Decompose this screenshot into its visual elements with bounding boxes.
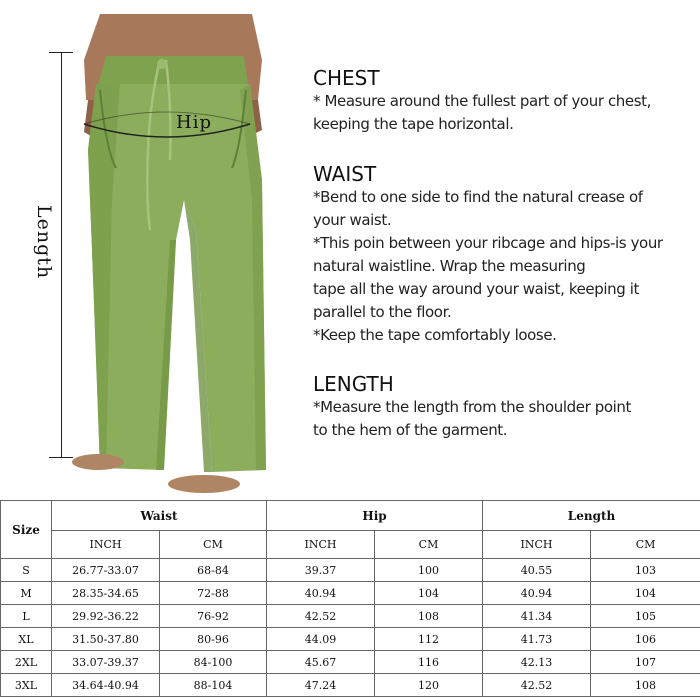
table-cell: 107 (591, 651, 700, 674)
waist-line: parallel to the floor. (313, 303, 452, 321)
table-cell: 108 (591, 674, 700, 697)
table-cell: 42.52 (483, 674, 591, 697)
table-cell: 100 (375, 559, 483, 582)
size-cell: XL (1, 628, 52, 651)
size-cell: S (1, 559, 52, 582)
table-row (1, 651, 700, 674)
waist-line: natural waistline. Wrap the measuring (313, 257, 586, 275)
table-cell: 39.37 (267, 559, 375, 582)
table-cell: 31.50-37.80 (52, 628, 160, 651)
table-cell: 42.13 (483, 651, 591, 674)
table-cell: 116 (375, 651, 483, 674)
hip-group-header: Hip (267, 501, 483, 531)
table-cell: 40.94 (267, 582, 375, 605)
table-cell: 72-88 (160, 582, 267, 605)
table-cell: 34.64-40.94 (52, 674, 160, 697)
hip-label: Hip (176, 112, 212, 133)
length-measure-line (61, 52, 62, 458)
table-cell: 29.92-36.22 (52, 605, 160, 628)
table-cell: 103 (591, 559, 700, 582)
length-section (313, 372, 631, 442)
table-cell: 41.73 (483, 628, 591, 651)
table-cell: 105 (591, 605, 700, 628)
table-row (1, 605, 700, 628)
unit-header: CM (160, 531, 267, 559)
chest-section (313, 66, 651, 136)
waist-line: tape all the way around your waist, keeping it (313, 280, 639, 298)
size-cell: 2XL (1, 651, 52, 674)
table-cell: 104 (591, 582, 700, 605)
table-cell: 84-100 (160, 651, 267, 674)
table-cell: 45.67 (267, 651, 375, 674)
length-line: *Measure the length from the shoulder point (313, 398, 631, 416)
table-cell: 76-92 (160, 605, 267, 628)
chest-title: CHEST (313, 66, 380, 90)
waist-title: WAIST (313, 162, 377, 186)
table-cell: 108 (375, 605, 483, 628)
waist-line: *This poin between your ribcage and hips-is your (313, 234, 663, 252)
table-cell: 68-84 (160, 559, 267, 582)
waist-line: *Bend to one side to find the natural crease of (313, 188, 643, 206)
unit-header: CM (591, 531, 700, 559)
table-cell: 88-104 (160, 674, 267, 697)
size-cell: 3XL (1, 674, 52, 697)
table-cell: 42.52 (267, 605, 375, 628)
size-chart-table (0, 500, 700, 697)
left-foot (72, 454, 124, 470)
table-cell: 40.55 (483, 559, 591, 582)
table-cell: 28.35-34.65 (52, 582, 160, 605)
table-row (1, 582, 700, 605)
table-cell: 40.94 (483, 582, 591, 605)
table-cell: 106 (591, 628, 700, 651)
right-foot (168, 475, 240, 493)
table-row (1, 674, 700, 697)
unit-header: INCH (483, 531, 591, 559)
table-cell: 47.24 (267, 674, 375, 697)
size-header: Size (1, 501, 52, 559)
length-title: LENGTH (313, 372, 394, 396)
chest-line: * Measure around the fullest part of your chest, (313, 92, 651, 110)
unit-header: INCH (52, 531, 160, 559)
table-row (1, 559, 700, 582)
length-line: to the hem of the garment. (313, 421, 508, 439)
table-cell: 104 (375, 582, 483, 605)
length-group-header: Length (483, 501, 700, 531)
table-cell: 26.77-33.07 (52, 559, 160, 582)
length-label: Length (33, 205, 55, 280)
table-cell: 33.07-39.37 (52, 651, 160, 674)
size-cell: L (1, 605, 52, 628)
waistband (98, 56, 248, 86)
waist-group-header: Waist (52, 501, 267, 531)
table-cell: 44.09 (267, 628, 375, 651)
length-measure-cap-bottom (49, 457, 73, 458)
length-measure-cap-top (49, 52, 73, 53)
unit-header-row (1, 531, 700, 559)
waist-section (313, 162, 693, 347)
size-cell: M (1, 582, 52, 605)
waist-line: your waist. (313, 211, 392, 229)
unit-header: INCH (267, 531, 375, 559)
unit-header: CM (375, 531, 483, 559)
chest-line: keeping the tape horizontal. (313, 115, 514, 133)
table-cell: 112 (375, 628, 483, 651)
table-row (1, 628, 700, 651)
table-cell: 80-96 (160, 628, 267, 651)
table-cell: 41.34 (483, 605, 591, 628)
waist-line: *Keep the tape comfortably loose. (313, 326, 557, 344)
group-header-row (1, 501, 700, 531)
product-figure (0, 0, 300, 500)
table-cell: 120 (375, 674, 483, 697)
